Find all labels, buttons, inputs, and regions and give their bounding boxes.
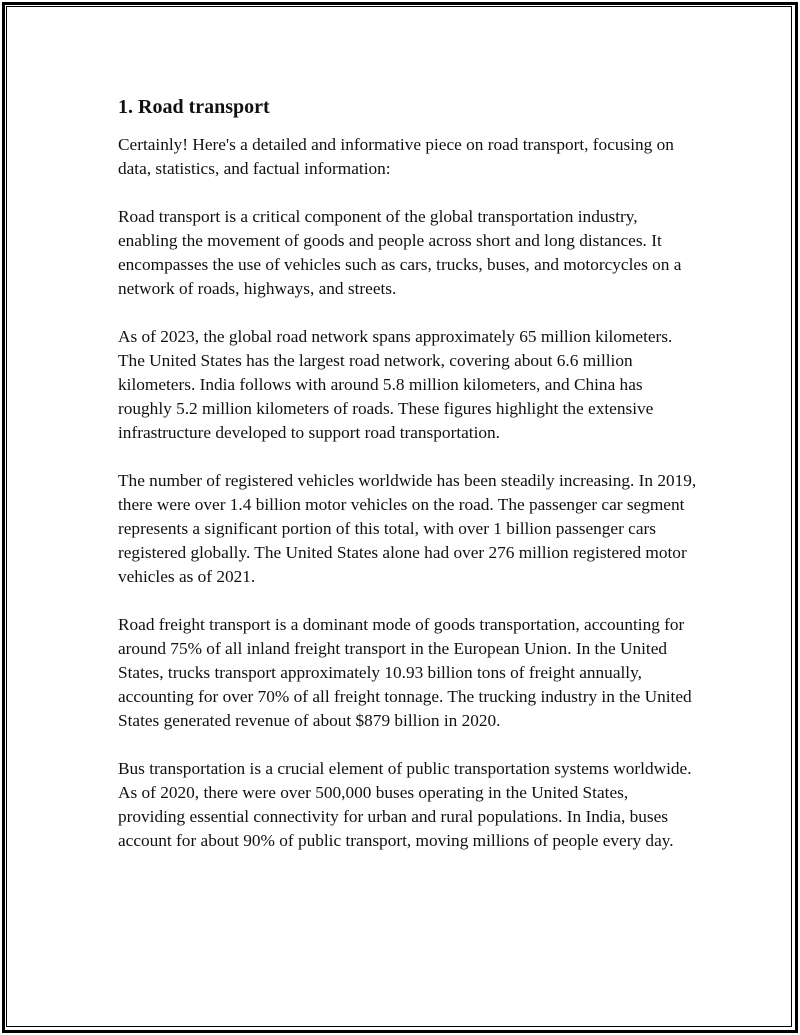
document-body bbox=[118, 95, 698, 877]
paragraph-overview: Road transport is a critical component of the global transportation industry, enabling the movement of goods and people across short and long distances. It encompasses the use of vehicles such as cars, trucks, buses, and motorcycles on a network of roads, highways, and streets. bbox=[118, 207, 682, 298]
paragraph-road-network: As of 2023, the global road network spans approximately 65 million kilometers. The United States has the largest road network, covering about 6.6 million kilometers. India follows with around 5.8 million kilometers, and China has roughly 5.2 million kilometers of roads. These figures highlight the extensive infrastructure developed to support road transportation. bbox=[118, 327, 673, 442]
paragraph-registered-vehicles: The number of registered vehicles worldwide has been steadily increasing. In 2019, there were over 1.4 billion motor vehicles on the road. The passenger car segment represents a significant portion of this total, with over 1 billion passenger cars registered globally. The United States alone had over 276 million registered motor vehicles as of 2021. bbox=[118, 471, 697, 586]
paragraph-intro: Certainly! Here's a detailed and informative piece on road transport, focusing on data, statistics, and factual information: bbox=[118, 135, 674, 178]
section-heading: 1. Road transport bbox=[118, 96, 270, 118]
paragraph-bus-transportation: Bus transportation is a crucial element of public transportation systems worldwide. As of 2020, there were over 500,000 buses operating in the United States, providing essential connectivity for urban and rural populations. In India, buses account for about 90% of public transport, moving millions of people every day. bbox=[118, 759, 692, 850]
paragraph-road-freight: Road freight transport is a dominant mode of goods transportation, accounting for around 75% of all inland freight transport in the European Union. In the United States, trucks transport approximately 10.93 billion tons of freight annually, accounting for over 70% of all freight tonnage. The trucking industry in the United States generated revenue of about $879 billion in 2020. bbox=[118, 615, 692, 730]
